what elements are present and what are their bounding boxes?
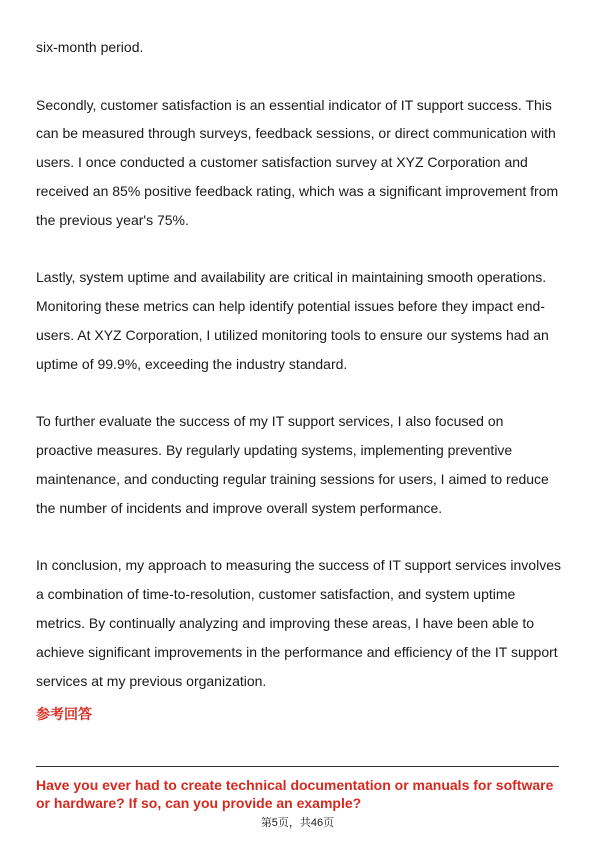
reference-answer-label: 参考回答: [36, 706, 92, 722]
paragraph-conclusion: In conclusion, my approach to measuring the success of IT support services involves a combination of time-to-resolution, customer satisfaction, and system uptime metrics. By continually analyzing and improving these areas, I have been able to achieve significant improvements in the performance and efficiency of the IT support services at my previous organization.: [36, 557, 561, 689]
paragraph-proactive-measures: To further evaluate the success of my IT support services, I also focused on proactive measures. By regularly updating systems, implementing preventive maintenance, and conducting regular training sessions for users, I aimed to reduce the number of incidents and improve overall system performance.: [36, 413, 549, 516]
paragraph-system-uptime: Lastly, system uptime and availability are critical in maintaining smooth operations. Monitoring these metrics can help identify potential issues before they impact end-users. At XYZ Corporation, I utilized monitoring tools to ensure our systems had an uptime of 99.9%, exceeding the industry standard.: [36, 269, 549, 372]
paragraph-customer-satisfaction: Secondly, customer satisfaction is an essential indicator of IT support success. This can be measured through surveys, feedback sessions, or direct communication with users. I once conducted a customer satisfaction survey at XYZ Corporation and received an 85% positive feedback rating, which was a significant improvement from the previous year's 75%.: [36, 96, 559, 228]
answer-body: [36, 33, 564, 695]
page-number: 第5页，共46页: [260, 817, 335, 829]
next-question-heading: Have you ever had to create technical documentation or manuals for software or hardware? If so, can you provide an example?: [36, 777, 554, 811]
paragraph-continuation: six-month period.: [36, 39, 144, 55]
section-divider: [36, 766, 559, 767]
